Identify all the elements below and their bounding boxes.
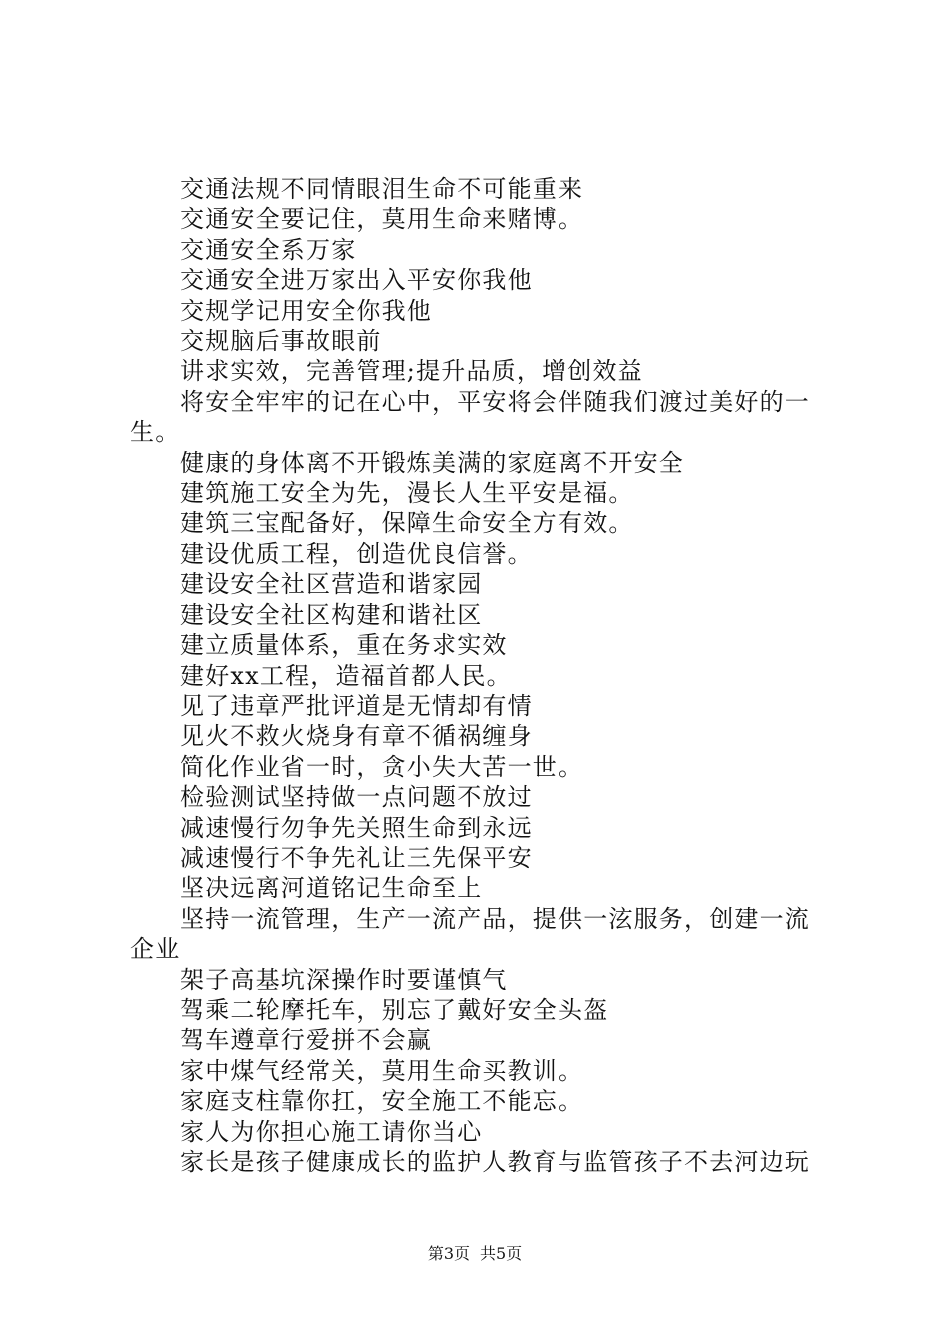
text-line: 坚决远离河道铭记生命至上 — [180, 874, 483, 903]
text-line: 简化作业省一时，贪小失大苦一世。 — [180, 752, 584, 781]
text-line: 家庭支柱靠你扛，安全施工不能忘。 — [180, 1087, 584, 1116]
text-line: 家人为你担心施工请你当心 — [180, 1117, 483, 1146]
text-line: 建设优质工程，创造优良信誉。 — [180, 539, 533, 568]
text-line: 交通安全系万家 — [180, 235, 357, 264]
text-line: 建立质量体系，重在务求实效 — [180, 631, 508, 660]
text-line: 将安全牢牢的记在心中，平安将会伴随我们渡过美好的一生。 — [130, 387, 810, 447]
text-line: 交规脑后事故眼前 — [180, 327, 382, 356]
text-line: 交规学记用安全你我他 — [180, 296, 432, 325]
text-line: 见火不救火烧身有章不循祸缠身 — [180, 722, 533, 751]
text-line: 交通法规不同情眼泪生命不可能重来 — [180, 175, 584, 203]
text-line: 建筑施工安全为先，漫长人生平安是福。 — [180, 479, 634, 508]
text-line: 建筑三宝配备好，保障生命安全方有效。 — [180, 509, 634, 538]
text-line: 驾乘二轮摩托车，别忘了戴好安全头盔 — [180, 995, 609, 1024]
text-line: 检验测试坚持做一点问题不放过 — [180, 783, 533, 812]
text-line: 家中煤气经常关，莫用生命买教训。 — [180, 1056, 584, 1085]
text-line: 讲求实效，完善管理;提升品质，增创效益 — [180, 357, 643, 386]
text-line: 家长是孩子健康成长的监护人教育与监管孩子不去河边玩 — [180, 1148, 810, 1176]
text-line: 交通安全要记住，莫用生命来赌博。 — [180, 205, 584, 234]
text-line: 建设安全社区构建和谐社区 — [180, 600, 483, 629]
text-line: 减速慢行不争先礼让三先保平安 — [180, 843, 533, 872]
text-line: 见了违章严批评道是无情却有情 — [180, 691, 533, 720]
text-line: 建好xx工程，造福首都人民。 — [180, 661, 512, 690]
text-line: 驾车遵章行爱拼不会赢 — [180, 1026, 432, 1055]
page-footer — [0, 1244, 950, 1264]
text-line: 健康的身体离不开锻炼美满的家庭离不开安全 — [180, 448, 684, 477]
text-line: 架子高基坑深操作时要谨慎气 — [180, 965, 508, 994]
text-line: 坚持一流管理，生产一流产品，提供一泫服务，创建一流企业 — [130, 904, 810, 964]
document-body — [130, 174, 835, 1177]
page-total: 共5页 — [480, 1244, 523, 1263]
text-line: 交通安全进万家出入平安你我他 — [180, 266, 533, 295]
text-line: 减速慢行勿争先关照生命到永远 — [180, 813, 533, 842]
page-number: 第3页 — [427, 1244, 470, 1263]
text-line: 建设安全社区营造和谐家园 — [180, 570, 483, 599]
